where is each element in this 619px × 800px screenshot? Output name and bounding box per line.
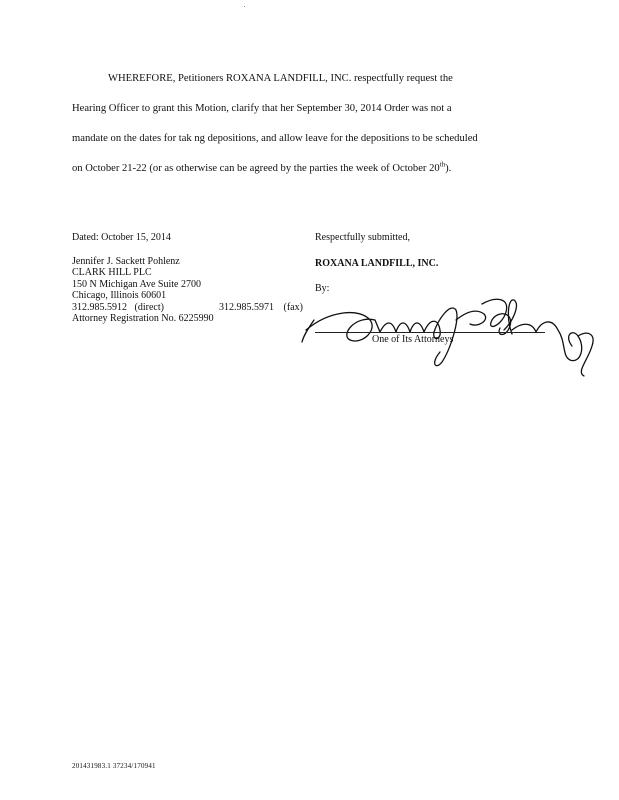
company-name: ROXANA LANDFILL, INC. [315,258,439,269]
paragraph-line-4 [72,154,552,184]
respectfully-submitted: Respectfully submitted, [315,232,410,243]
phone-row [72,302,312,313]
registration-number: Attorney Registration No. 6225990 [72,313,214,325]
paragraph-line-2: Hearing Officer to grant this Motion, clarify that her September 30, 2014 Order was not a [72,103,452,114]
dated-line: Dated: October 15, 2014 [72,232,171,243]
signature-line [315,332,545,333]
paragraph-line-3: mandate on the dates for tak ng depositions, and allow leave for the depositions to be scheduled [72,133,478,144]
fax-number: 312.985.5971 [219,301,274,313]
document-footer-code: 201431983.1 37234/170941 [72,762,156,770]
phone-number: 312.985.5912 [72,301,127,313]
ordinal-suffix: th [439,160,446,169]
address-line-2: Chicago, Illinois 60601 [72,290,167,302]
phone-label: (direct) [134,301,164,313]
counsel-block [72,256,312,324]
by-label: By: [315,283,330,294]
handwritten-signature [300,290,619,380]
firm-name: CLARK HILL PLC [72,267,152,279]
counsel-name: Jennifer J. Sackett Pohlenz [72,256,180,267]
address-line-1: 150 N Michigan Ave Suite 2700 [72,278,201,290]
body-paragraph [72,64,552,184]
fax-label: (fax) [283,301,303,313]
paragraph-line-4-text: on October 21-22 (or as otherwise can be agreed by the parties the week of October 20 [72,163,440,174]
scan-artifact [244,6,245,7]
paragraph-line-1: WHEREFORE, Petitioners ROXANA LANDFILL, INC. respectfully request the [108,73,453,84]
attorney-caption: One of Its Attorneys [372,334,454,345]
paragraph-line-4-end: ). [445,163,452,174]
